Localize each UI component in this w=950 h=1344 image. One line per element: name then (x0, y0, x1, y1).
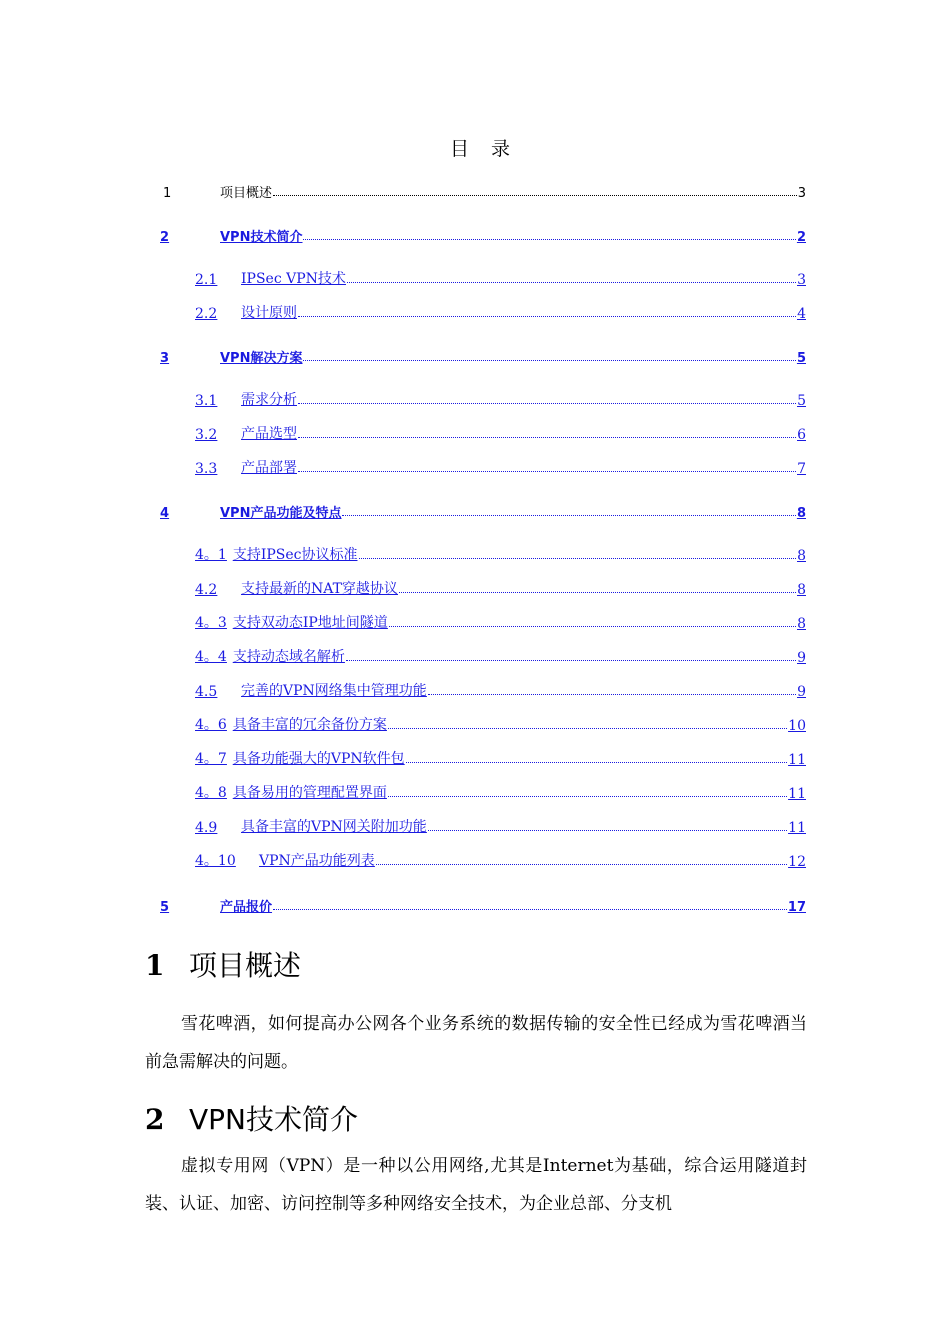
toc-entry-text: 支持动态域名解析 (232, 649, 345, 665)
toc-entry-text: 产品报价 (220, 900, 273, 915)
toc-link-3-1[interactable] (195, 389, 806, 409)
toc-dot-leader (298, 437, 796, 438)
toc-link-3-3[interactable] (195, 457, 806, 477)
toc-entry-number: 3 (160, 351, 170, 366)
toc-entry-page: 11 (788, 786, 806, 802)
toc-entry-number: 4。1 (195, 547, 227, 563)
toc-entry-text: 具备丰富的VPN网关附加功能 (241, 819, 427, 835)
toc-dot-leader (388, 728, 787, 729)
toc-link-4-7[interactable] (195, 748, 806, 768)
toc-entry-page: 3 (797, 186, 806, 201)
toc-link-4-8[interactable] (195, 782, 806, 802)
toc-entry-number: 4.5 (195, 684, 218, 700)
toc-entry-page: 9 (797, 684, 806, 700)
toc-entry-number: 5 (160, 900, 170, 915)
toc-entry-page: 5 (797, 393, 806, 409)
toc-entry-text: 支持最新的NAT穿越协议 (241, 581, 398, 597)
toc-entry-number: 2 (160, 230, 170, 245)
toc-entry-text: VPN产品功能及特点 (220, 506, 342, 521)
toc-dot-leader (273, 909, 787, 910)
toc-link-4-6[interactable] (195, 714, 806, 734)
toc-entry-page: 8 (797, 582, 806, 598)
toc-entry-text: 产品选型 (241, 426, 297, 442)
toc-entry-page: 6 (797, 427, 806, 443)
toc-entry-text: 具备丰富的冗余备份方案 (232, 717, 387, 733)
toc-entry-text: VPN技术简介 (220, 230, 303, 245)
toc-entry-number: 4。4 (195, 649, 227, 665)
toc-link-3[interactable] (160, 346, 806, 366)
toc-entry-number: 3.2 (195, 427, 218, 443)
toc-entry-number: 4。6 (195, 717, 227, 733)
toc-entry-page: 9 (797, 650, 806, 666)
toc-link-4-10[interactable] (195, 850, 806, 870)
toc-entry-page: 8 (797, 548, 806, 564)
toc-entry-number: 4.9 (195, 820, 218, 836)
toc-link-4-9[interactable] (195, 816, 806, 836)
toc-link-2-2[interactable] (195, 302, 806, 322)
toc-link-4-2[interactable] (195, 578, 806, 598)
toc-entry-page: 2 (796, 230, 806, 245)
toc-entry-1 (160, 181, 806, 201)
toc-dot-leader (428, 830, 787, 831)
toc-entry-text: 支持双动态IP地址间隧道 (232, 615, 388, 631)
toc-dot-leader (273, 195, 797, 196)
toc-dot-leader (388, 796, 787, 797)
toc-dot-leader (303, 360, 795, 361)
toc-entry-page: 11 (788, 752, 806, 768)
toc-dot-leader (376, 864, 787, 865)
toc-entry-number: 1 (163, 186, 172, 201)
toc-entry-number: 3.3 (195, 461, 218, 477)
toc-entry-page: 4 (797, 306, 806, 322)
toc-dot-leader (298, 403, 796, 404)
toc-entry-text: VPN产品功能列表 (259, 853, 375, 869)
toc-entry-number: 4。3 (195, 615, 227, 631)
toc-link-4-1[interactable] (195, 544, 806, 564)
section-heading-2 (145, 1098, 358, 1138)
section-2-paragraph: 虚拟专用网（VPN）是一种以公用网络,尤其是Internet为基础，综合运用隧道封装、认证、加密、访问控制等多种网络安全技术，为企业总部、分支机 (145, 1156, 807, 1214)
toc-entry-number: 2.1 (195, 272, 218, 288)
toc-dot-leader (399, 592, 796, 593)
toc-entry-text: 支持IPSec协议标准 (232, 547, 358, 563)
toc-entry-text: 项目概述 (220, 186, 273, 201)
toc-entry-text: 设计原则 (241, 305, 297, 321)
toc-dot-leader (406, 762, 788, 763)
toc-entry-number: 4。8 (195, 785, 227, 801)
toc-dot-leader (389, 626, 796, 627)
toc-dot-leader (359, 558, 797, 559)
toc-dot-leader (346, 660, 796, 661)
toc-link-2[interactable] (160, 225, 806, 245)
toc-entry-page: 11 (788, 820, 806, 836)
section-title: 项目概述 (189, 949, 302, 982)
toc-entry-number: 4.2 (195, 582, 218, 598)
toc-dot-leader (342, 515, 795, 516)
section-number: 1 (145, 949, 165, 982)
toc-link-2-1[interactable] (195, 268, 806, 288)
toc-entry-number: 2.2 (195, 306, 218, 322)
section-heading-1 (145, 944, 301, 984)
section-title: VPN技术简介 (189, 1103, 358, 1136)
toc-entry-text: VPN解决方案 (220, 351, 303, 366)
toc-entry-number: 4。7 (195, 751, 227, 767)
toc-entry-page: 8 (796, 506, 806, 521)
toc-entry-text: 产品部署 (241, 460, 297, 476)
toc-dot-leader (298, 471, 796, 472)
toc-entry-text: 完善的VPN网络集中管理功能 (241, 683, 427, 699)
toc-link-5[interactable] (160, 895, 806, 915)
toc-link-4-4[interactable] (195, 646, 806, 666)
toc-dot-leader (298, 316, 796, 317)
toc-entry-page: 10 (788, 718, 806, 734)
toc-entry-page: 7 (797, 461, 806, 477)
toc-entry-text: 具备易用的管理配置界面 (232, 785, 387, 801)
toc-link-4-3[interactable] (195, 612, 806, 632)
toc-entry-text: 具备功能强大的VPN软件包 (232, 751, 405, 767)
section-number: 2 (145, 1103, 165, 1136)
toc-entry-page: 8 (797, 616, 806, 632)
toc-title: 目 录 (449, 138, 519, 160)
toc-entry-page: 12 (788, 854, 806, 870)
toc-entry-number: 4。10 (195, 853, 236, 869)
toc-link-4-5[interactable] (195, 680, 806, 700)
toc-dot-leader (428, 694, 796, 695)
toc-link-3-2[interactable] (195, 423, 806, 443)
toc-dot-leader (347, 282, 796, 283)
toc-entry-text: IPSec VPN技术 (241, 271, 346, 287)
section-1-paragraph: 雪花啤酒，如何提高办公网各个业务系统的数据传输的安全性已经成为雪花啤酒当前急需解决的问题。 (145, 1014, 807, 1072)
toc-entry-page: 3 (797, 272, 806, 288)
toc-entry-page: 17 (787, 900, 806, 915)
toc-entry-number: 4 (160, 506, 170, 521)
toc-entry-page: 5 (796, 351, 806, 366)
toc-entry-number: 3.1 (195, 393, 218, 409)
toc-link-4[interactable] (160, 501, 806, 521)
toc-dot-leader (303, 239, 795, 240)
toc-entry-text: 需求分析 (241, 392, 297, 408)
